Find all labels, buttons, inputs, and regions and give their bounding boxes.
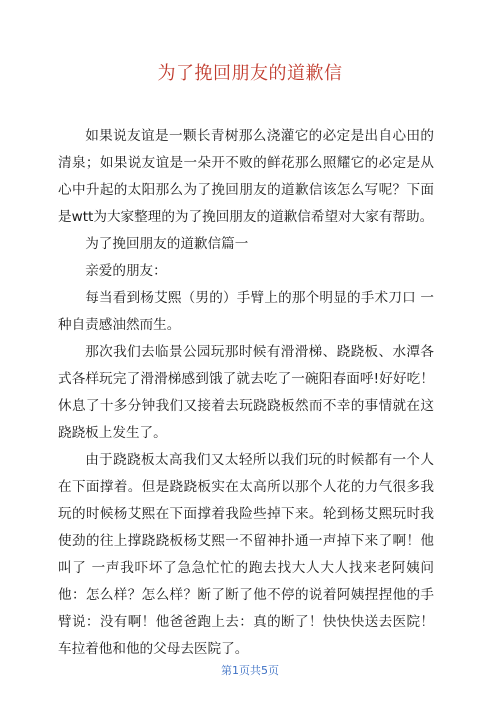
- salutation: 亲爱的朋友：: [85, 263, 167, 279]
- page-number: 第1页共5页: [221, 664, 279, 677]
- paragraph-scar: 每当看到杨艾熙（男的）手臂上的那个明显的手术刀口 一种自责感油然而生。: [58, 290, 434, 333]
- paragraph-intro: 如果说友谊是一颗长青树那么浇灌它的必定是出自心田的清泉；如果说友谊是一朵开不败的鲜花那么照耀它的必定是从心中升起的太阳那么为了挽回朋友的道歉信该怎么写呢？下面是wtt为大家整理的为了挽回朋友的道歉信希望对大家有帮助。: [58, 128, 434, 225]
- document-title: 为了挽回朋友的道歉信: [157, 63, 343, 84]
- paragraph-seesaw: 由于跷跷板太高我们又太轻所以我们玩的时候都有一个人在下面撑着。但是跷跷板实在太高所以那个人花的力气很多我玩的时候杨艾熙在下面撑着我险些掉下来。轮到杨艾熙玩时我使劲的往上撑跷跷板杨艾熙一不留神扑通一声掉下来了啊！他叫了 一声我吓坏了急急忙忙的跑去找大人大人找来老阿姨问他：怎么样？怎么样？断了断了他不停的说着阿姨捏捏他的手臂说：没有啊！他爸爸跑上去：真的断了！快快快送去医院！车拉着他和他的父母去医院了。: [58, 452, 434, 657]
- section-heading: 为了挽回朋友的道歉信篇一: [85, 236, 249, 252]
- paragraph-park: 那次我们去临景公园玩那时候有滑滑梯、跷跷板、水潭各式各样玩完了滑滑梯感到饿了就去吃了一碗阳春面呼!好好吃！休息了十多分钟我们又接着去玩跷跷板然而不幸的事情就在这跷跷板上发生了。: [58, 344, 434, 441]
- document-body: [58, 123, 434, 663]
